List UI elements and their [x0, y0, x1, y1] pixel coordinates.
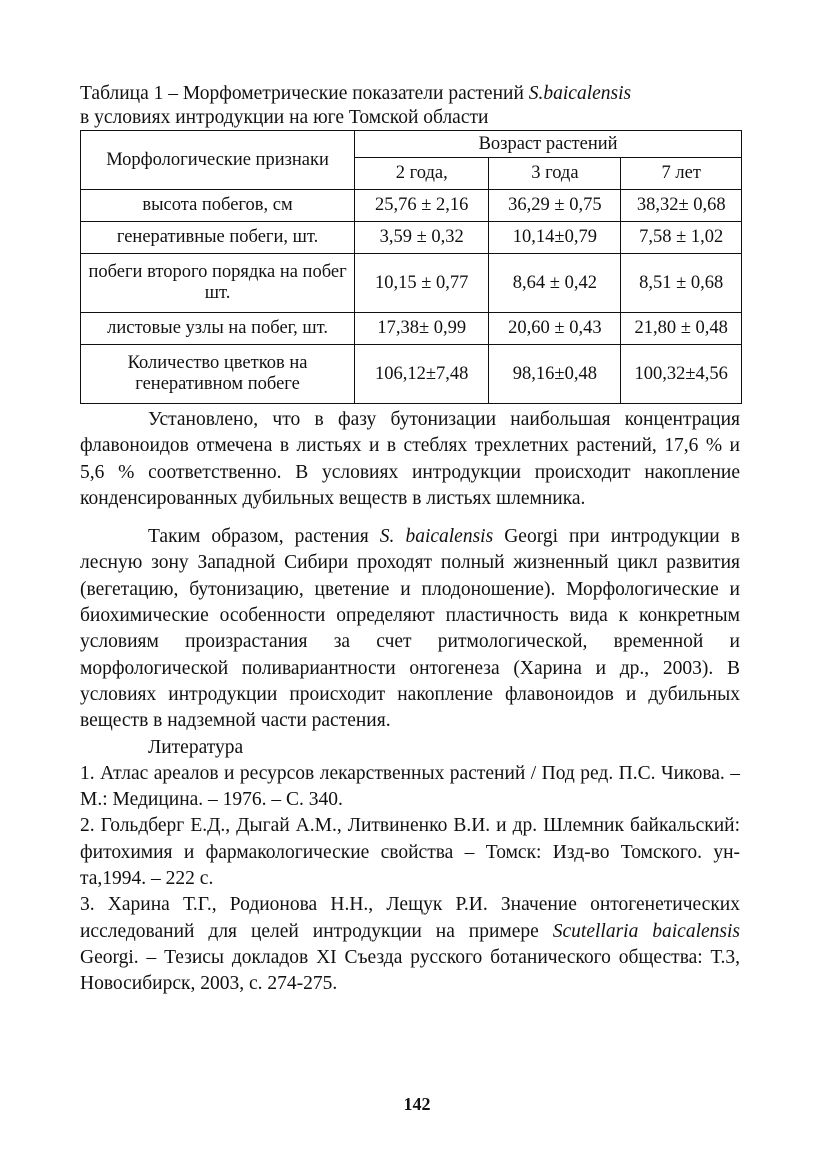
reference-item [80, 892, 740, 997]
cell-value: 17,38± 0,99 [355, 313, 489, 345]
table-row [81, 345, 742, 404]
cell-value: 8,64 ± 0,42 [489, 254, 621, 313]
cell-value: 20,60 ± 0,43 [489, 313, 621, 345]
reference-item: 2. Гольдберг Е.Д., Дыгай А.М., Литвиненко В.И. и др. Шлемник байкальский: фитохимия и фармакологические свойства – Томск: Изд-во Томского. ун-та,1994. – 222 с. [80, 815, 740, 890]
cell-value: 7,58 ± 1,02 [621, 222, 742, 254]
morphometric-table [80, 130, 742, 404]
caption-text: Таблица 1 – Морфометрические показатели растений [80, 83, 529, 104]
reference-3-after: Georgi. – Тезисы докладов XI Съезда русского ботанического общества: Т.3, Новосибирск, 2003, с. 274-275. [80, 946, 740, 995]
row-feature: высота побегов, см [81, 190, 355, 222]
reference-list [80, 761, 740, 998]
conclusion-species: S. baicalensis [379, 526, 494, 548]
cell-value: 98,16±0,48 [489, 345, 621, 404]
caption-species: S.baicalensis [528, 83, 632, 104]
page-number: 142 [403, 1094, 431, 1114]
header-age-7: 7 лет [621, 158, 742, 190]
cell-value: 8,51 ± 0,68 [621, 254, 742, 313]
table-caption [80, 82, 740, 130]
table-row [81, 222, 742, 254]
table-row [81, 254, 742, 313]
cell-value: 25,76 ± 2,16 [355, 190, 489, 222]
reference-3-species: Scutellaria baicalensis [552, 920, 740, 942]
table-row [81, 190, 742, 222]
header-age-3: 3 года [489, 158, 621, 190]
literature-heading: Литература [148, 736, 244, 758]
cell-value: 10,14±0,79 [489, 222, 621, 254]
row-feature: побеги второго порядка на побег шт. [81, 254, 355, 313]
cell-value: 10,15 ± 0,77 [355, 254, 489, 313]
paragraph-flavonoids: Установлено, что в фазу бутонизации наибольшая концентрация флавоноидов отмечена в листьях и в стеблях трехлетних растений, 17,6 % и 5,6 % соответственно. В условиях интродукции происходит накопление конденсированных дубильных веществ в листьях шлемника. [80, 409, 740, 509]
cell-value: 21,80 ± 0,48 [621, 313, 742, 345]
table-row [81, 313, 742, 345]
reference-3-before: 3. Харина Т.Г., Родионова Н.Н., Лещук Р.И. Значение онтогенетических исследований для целей интродукции на примере [80, 894, 740, 942]
row-feature: Количество цветков на генеративном побеге [81, 345, 355, 404]
paragraph-conclusion [80, 524, 740, 734]
cell-value: 106,12±7,48 [355, 345, 489, 404]
cell-value: 100,32±4,56 [621, 345, 742, 404]
cell-value: 38,32± 0,68 [621, 190, 742, 222]
conclusion-after: Georgi при интродукции в лесную зону Западной Сибири проходят полный жизненный цикл развития (вегетацию, бутонизацию, цветение и плодоношение). Морфологические и биохимические особенности определяют пластичность вида к конкретным условиям произрастания за счет ритмологической, временной и морфологической поливариантности онтогенеза (Харина и др., 2003). В условиях интродукции происходит накопление флавоноидов и дубильных веществ в надземной части растения. [80, 526, 740, 732]
header-feature: Морфологические признаки [81, 131, 355, 190]
header-age-2: 2 года, [355, 158, 489, 190]
cell-value: 36,29 ± 0,75 [489, 190, 621, 222]
header-age: Возраст растений [355, 131, 742, 158]
reference-item: 1. Атлас ареалов и ресурсов лекарственных растений / Под ред. П.С. Чикова. – М.: Медицина. – 1976. – С. 340. [80, 762, 740, 811]
row-feature: листовые узлы на побег, шт. [81, 313, 355, 345]
cell-value: 3,59 ± 0,32 [355, 222, 489, 254]
row-feature: генеративные побеги, шт. [81, 222, 355, 254]
caption-line2: в условиях интродукции на юге Томской области [80, 107, 489, 128]
page-content [80, 82, 740, 998]
conclusion-before: Таким образом, растения [148, 526, 380, 548]
